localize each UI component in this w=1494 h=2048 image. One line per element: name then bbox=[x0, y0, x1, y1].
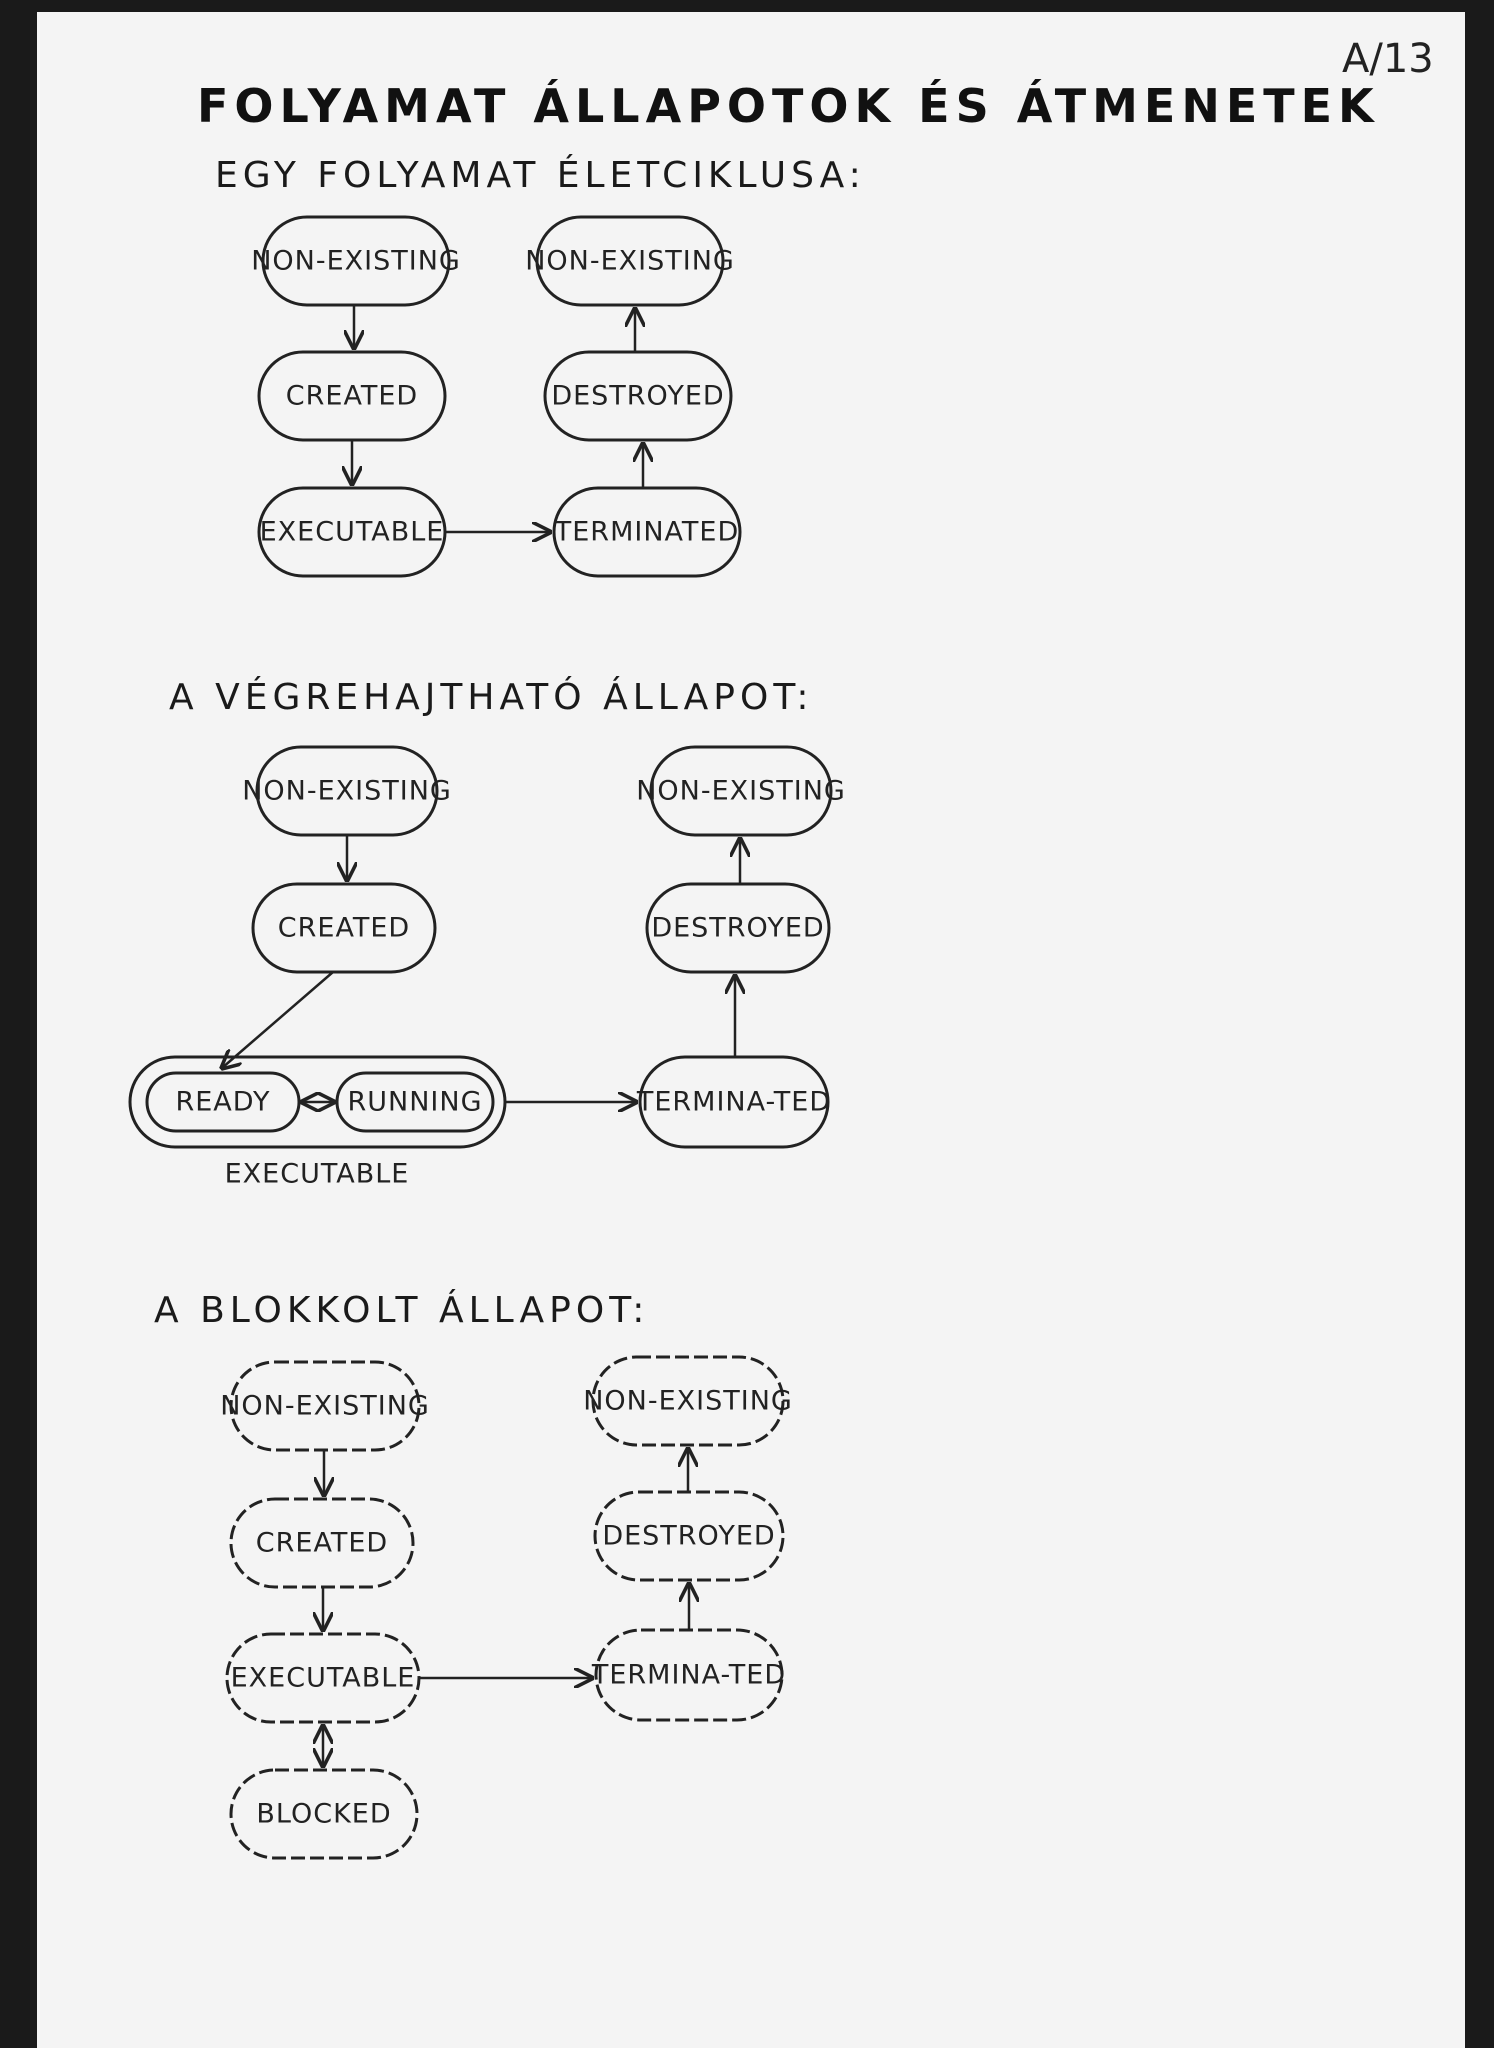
node-label: READY bbox=[175, 1086, 271, 1118]
node-label: BLOCKED bbox=[256, 1798, 392, 1830]
node-label: DESTROYED bbox=[551, 380, 725, 412]
node-label: NON-EXISTING bbox=[583, 1385, 793, 1417]
edge-arrow bbox=[222, 972, 333, 1068]
node-label: NON-EXISTING bbox=[525, 245, 735, 277]
executable-group-label: EXECUTABLE bbox=[224, 1158, 410, 1190]
page-title: FOLYAMAT ÁLLAPOTOK ÉS ÁTMENETEK bbox=[197, 79, 1380, 133]
node-label: NON-EXISTING bbox=[636, 775, 846, 807]
node-label: NON-EXISTING bbox=[242, 775, 452, 807]
state-diagram-sheet bbox=[37, 12, 1465, 2048]
node-label: CREATED bbox=[277, 912, 411, 944]
page-number: A/13 bbox=[1342, 36, 1434, 82]
node-label: EXECUTABLE bbox=[259, 516, 445, 548]
section-2-diagram bbox=[130, 747, 846, 1190]
node-label: TERMINATED bbox=[554, 516, 740, 548]
node-label: CREATED bbox=[255, 1527, 389, 1559]
section-3-diagram bbox=[220, 1357, 793, 1858]
node-label: CREATED bbox=[285, 380, 419, 412]
node-label: RUNNING bbox=[347, 1086, 483, 1118]
section-2-heading: A VÉGREHAJTHATÓ ÁLLAPOT: bbox=[169, 677, 814, 718]
section-3-heading: A BLOKKOLT ÁLLAPOT: bbox=[154, 1290, 650, 1331]
node-label: TERMINA-TED bbox=[636, 1086, 832, 1118]
node-label: TERMINA-TED bbox=[591, 1659, 787, 1691]
node-label: NON-EXISTING bbox=[251, 245, 461, 277]
node-label: EXECUTABLE bbox=[230, 1662, 416, 1694]
section-1-heading: EGY FOLYAMAT ÉLETCIKLUSA: bbox=[215, 155, 866, 196]
node-label: DESTROYED bbox=[651, 912, 825, 944]
node-label: NON-EXISTING bbox=[220, 1390, 430, 1422]
scanned-page bbox=[37, 12, 1465, 2048]
section-1-diagram bbox=[251, 217, 740, 576]
node-label: DESTROYED bbox=[602, 1520, 776, 1552]
